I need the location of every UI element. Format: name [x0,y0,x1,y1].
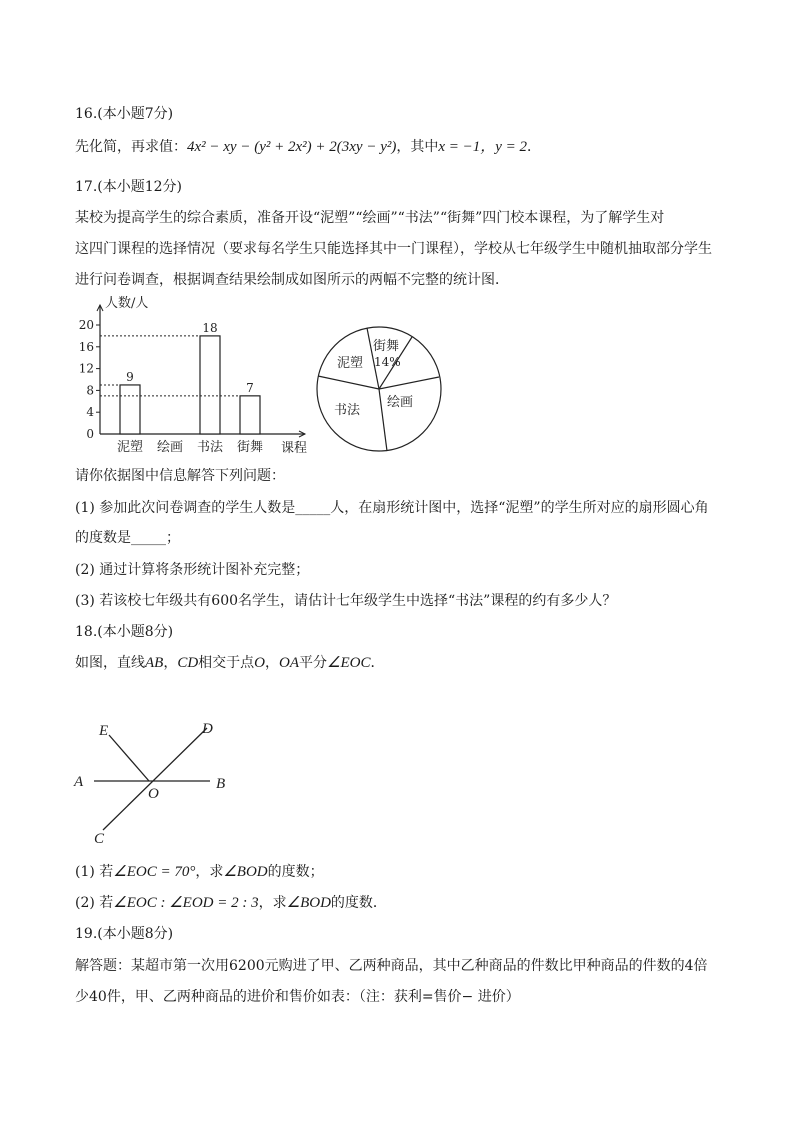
bar [200,336,220,434]
q18-line-ab: AB [145,655,164,671]
label-o: O [148,786,159,802]
q18-angle-eoc: ∠EOC [327,655,371,671]
q18-text: ． [370,655,385,671]
q16-mid: ，其中 [396,139,439,155]
data-label: 9 [126,369,134,384]
pie-chart [310,325,450,455]
pie-label-nisu: 泥塑 [337,356,364,371]
x-tick-label: 书法 [196,440,224,455]
q18-statement [75,653,384,673]
y-axis-label: 人数/人 [105,296,149,311]
x-tick-label: 街舞 [236,440,264,455]
q16-prefix: 先化简，再求值： [75,139,187,155]
q17-body-line-2: 这四门课程的选择情况（要求每名学生只能选择其中一门课程），学校从七年级学生中随机抽取部分学生 [75,241,712,257]
q18-ray-oa: OA [279,655,300,671]
q16-statement [75,137,541,157]
q18-sub2 [75,893,387,913]
label-d: D [202,721,213,737]
q19-line-1: 解答题：某超市第一次用6200元购进了甲、乙两种商品，其中乙种商品的件数比甲种商品的件数的4倍 [75,958,708,974]
y-tick-label: 8 [86,383,94,398]
bar-chart [60,293,320,463]
q18-text: ，求 [195,864,224,880]
line-cd [103,728,207,830]
q18-text: ，求 [258,895,287,911]
pie-label-shufa: 书法 [334,403,361,418]
q16-header: 16.(本小题7分) [75,106,174,122]
q18-text: 的度数； [267,864,324,880]
q18-sub1-condition: ∠EOC = 70° [113,864,196,880]
q17-sub1-line-1: (1) 参加此次问卷调查的学生人数是_____人，在扇形统计图中，选择“泥塑”的学生所对应的扇形圆心角 [75,500,709,516]
q18-header: 18.(本小题8分) [75,624,174,640]
label-b: B [216,776,226,792]
pie-label-jiewu-pct: 14% [374,355,401,369]
geometry-figure [70,712,240,852]
q18-text: (2) 若 [75,895,114,911]
q17-body-line-3: 进行问卷调查，根据调查结果绘制成如图所示的两幅不完整的统计图． [75,272,509,288]
q18-text: 相交于点 [198,655,255,671]
data-label: 7 [246,380,254,395]
q18-sub2-condition: ∠EOC : ∠EOD = 2 : 3 [113,895,259,911]
ray-oe [109,735,149,781]
y-tick-label: 16 [78,339,94,354]
q18-text: (1) 若 [75,864,114,880]
bar [120,385,140,434]
q17-sub2: (2) 通过计算将条形统计图补充完整； [75,562,310,578]
q17-sub1-line-2: 的度数是_____； [75,530,180,546]
q18-point-o: O [254,655,266,671]
q18-line-cd: CD [177,655,199,671]
label-e: E [99,723,109,739]
y-tick-label: 4 [86,405,94,420]
label-c: C [94,831,105,847]
q18-angle-bod: ∠BOD [223,864,268,880]
q17-prompt: 请你依据图中信息解答下列问题： [75,468,285,484]
q16-values: x = −1，y = 2 [438,139,528,155]
q17-header: 17.(本小题12分) [75,179,183,195]
q18-text: 如图，直线 [75,655,145,671]
x-axis-label: 课程 [281,441,308,456]
q18-text: 的度数． [330,895,387,911]
q17-sub3: (3) 若该校七年级共有600名学生，请估计七年级学生中选择“书法”课程的约有多少人？ [75,593,617,609]
q18-text: ， [163,655,178,671]
q16-formula: 4x² − xy − (y² + 2x²) + 2(3xy − y²) [187,139,397,155]
q18-sub1 [75,862,324,882]
x-tick-label: 绘画 [156,440,184,455]
y-tick-label: 0 [86,427,94,441]
q17-body-line-1: 某校为提高学生的综合素质，准备开设“泥塑”“绘画”“书法”“街舞”四门校本课程，为了解学生对 [75,210,665,226]
q18-text: 平分 [299,655,328,671]
y-tick-label: 12 [78,361,94,376]
x-tick-label: 泥塑 [116,440,144,455]
bar [240,396,260,434]
data-label: 18 [202,320,218,335]
q18-text: ， [265,655,280,671]
pie-label-jiewu: 街舞 [373,339,400,354]
pie-label-huihua: 绘画 [387,395,414,410]
q19-header: 19.(本小题8分) [75,926,174,942]
label-a: A [74,774,84,790]
q18-angle-bod: ∠BOD [286,895,331,911]
q19-line-2: 少40件，甲、乙两种商品的进价和售价如表：（注：获利=售价− 进价） [75,989,520,1005]
y-tick-label: 20 [78,318,94,332]
q16-end: ． [527,139,542,155]
